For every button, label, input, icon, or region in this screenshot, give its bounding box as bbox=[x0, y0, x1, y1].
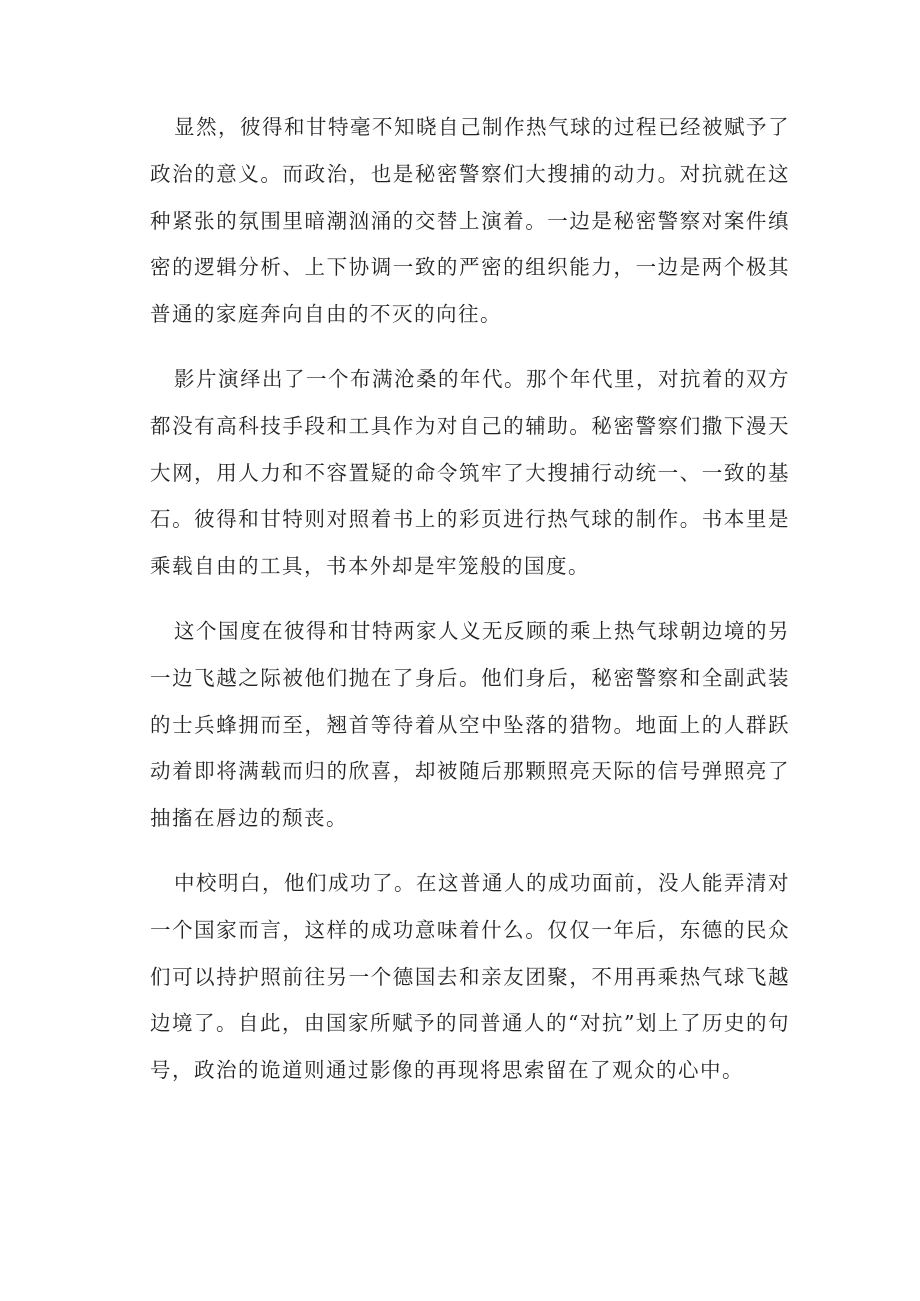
paragraph-4: 中校明白，他们成功了。在这普通人的成功面前，没人能弄清对一个国家而言，这样的成功意味着什么。仅仅一年后，东德的民众们可以持护照前往另一个德国去和亲友团聚，不用再乘热气球飞越边境了。自此，由国家所赋予的同普通人的“对抗”划上了历史的句号，政治的诡道则通过影像的再现将思索留在了观众的心中。 bbox=[150, 870, 790, 1083]
paragraph-1: 显然，彼得和甘特毫不知晓自己制作热气球的过程已经被赋予了政治的意义。而政治，也是秘密警察们大搜捕的动力。对抗就在这种紧张的氛围里暗潮汹涌的交替上演着。一边是秘密警察对案件缜密的逻辑分析、上下协调一致的严密的组织能力，一边是两个极其普通的家庭奔向自由的不灭的向往。 bbox=[150, 115, 790, 327]
paragraph-3: 这个国度在彼得和甘特两家人义无反顾的乘上热气球朝边境的另一边飞越之际被他们抛在了身后。他们身后，秘密警察和全副武装的士兵蜂拥而至，翘首等待着从空中坠落的猎物。地面上的人群跃动着即将满载而归的欣喜，却被随后那颗照亮天际的信号弹照亮了抽搐在唇边的颓丧。 bbox=[150, 618, 790, 831]
paragraph-2: 影片演绎出了一个布满沧桑的年代。那个年代里，对抗着的双方都没有高科技手段和工具作为对自己的辅助。秘密警察们撒下漫天大网，用人力和不容置疑的命令筑牢了大搜捕行动统一、一致的基石。彼得和甘特则对照着书上的彩页进行热气球的制作。书本里是乘载自由的工具，书本外却是牢笼般的国度。 bbox=[150, 366, 790, 579]
document-body bbox=[150, 104, 790, 1112]
